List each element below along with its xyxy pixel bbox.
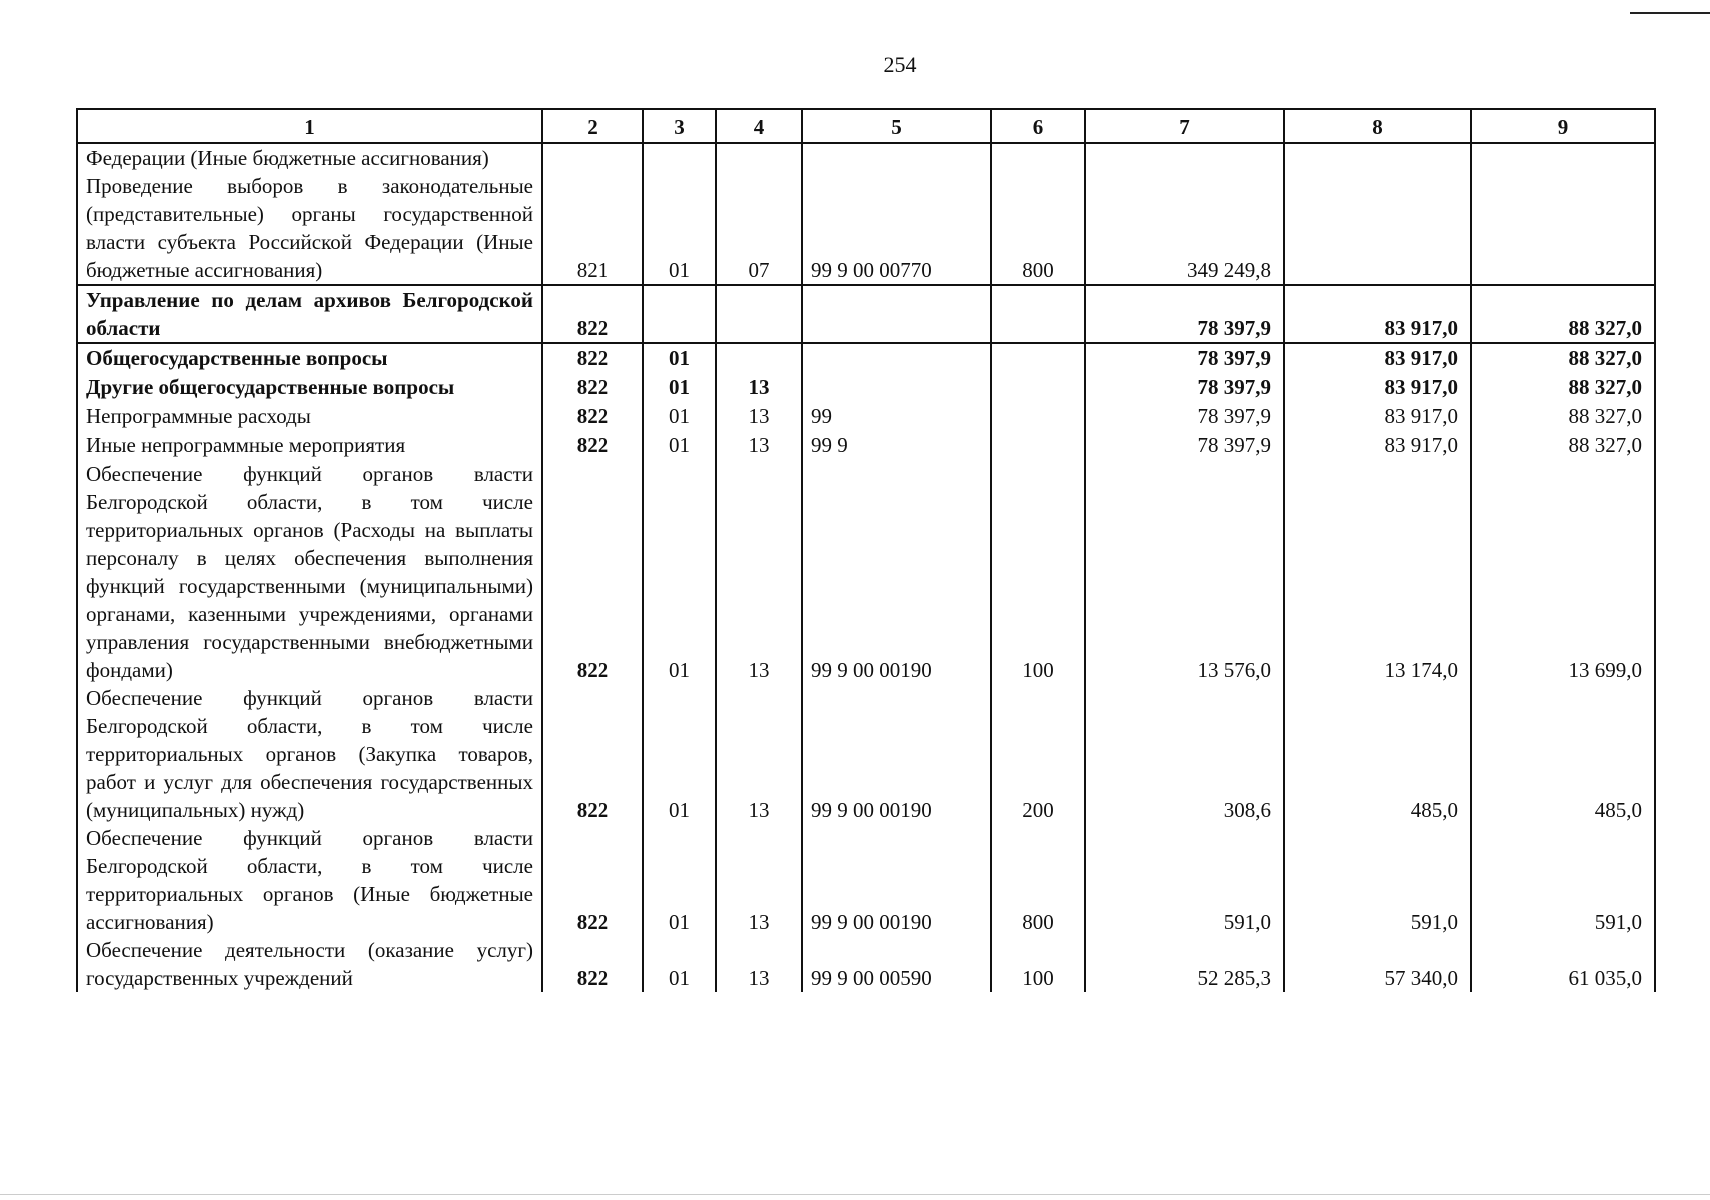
- cell-amount-col8: 591,0: [1284, 824, 1471, 936]
- row-description: Обеспечение деятельности (оказание услуг) государственных учреждений: [77, 936, 542, 992]
- row-description: Непрограммные расходы: [77, 402, 542, 431]
- cell-section: 01: [643, 402, 716, 431]
- cell-amount-col8: [1284, 143, 1471, 172]
- cell-amount-col7: 78 397,9: [1085, 402, 1284, 431]
- cell-amount-col9: 13 699,0: [1471, 460, 1655, 684]
- cell-target-article: 99 9: [802, 431, 991, 460]
- column-header: 2: [542, 109, 643, 143]
- cell-ministry-code: 821: [542, 172, 643, 285]
- cell-expense-type: [991, 285, 1085, 343]
- cell-amount-col8: 13 174,0: [1284, 460, 1471, 684]
- table-row: [77, 285, 1655, 343]
- cell-section: 01: [643, 684, 716, 824]
- cell-amount-col8: 83 917,0: [1284, 285, 1471, 343]
- cell-amount-col7: 78 397,9: [1085, 373, 1284, 402]
- row-description: Обеспечение функций органов власти Белгородской области, в том числе территориальных органов (Иные бюджетные ассигнования): [77, 824, 542, 936]
- page-number: 254: [883, 52, 917, 77]
- table-row: [77, 684, 1655, 824]
- cell-expense-type: [991, 431, 1085, 460]
- cell-ministry-code: 822: [542, 373, 643, 402]
- cell-ministry-code: 822: [542, 684, 643, 824]
- table-row: [77, 172, 1655, 285]
- cell-amount-col8: [1284, 172, 1471, 285]
- cell-expense-type: [991, 373, 1085, 402]
- cell-subsection: 13: [716, 373, 802, 402]
- cell-expense-type: 100: [991, 936, 1085, 992]
- cell-expense-type: 800: [991, 824, 1085, 936]
- cell-section: 01: [643, 824, 716, 936]
- cell-subsection: 13: [716, 824, 802, 936]
- column-header: 8: [1284, 109, 1471, 143]
- row-description: Другие общегосударственные вопросы: [77, 373, 542, 402]
- budget-table: [76, 108, 1656, 992]
- cell-subsection: 07: [716, 172, 802, 285]
- cell-expense-type: 100: [991, 460, 1085, 684]
- cell-target-article: [802, 285, 991, 343]
- column-header: 1: [77, 109, 542, 143]
- cell-target-article: 99 9 00 00190: [802, 824, 991, 936]
- cell-amount-col8: 83 917,0: [1284, 402, 1471, 431]
- cell-target-article: 99 9 00 00770: [802, 172, 991, 285]
- cell-amount-col7: 349 249,8: [1085, 172, 1284, 285]
- row-description: Обеспечение функций органов власти Белгородской области, в том числе территориальных органов (Расходы на выплаты персоналу в целях обеспечения выполнения функций государственными (муниципальными) органами, казенными учреждениями, органами управления государственными внебюджетными фондами): [77, 460, 542, 684]
- cell-ministry-code: 822: [542, 402, 643, 431]
- column-header: 3: [643, 109, 716, 143]
- cell-target-article: [802, 143, 991, 172]
- cell-section: 01: [643, 172, 716, 285]
- cell-target-article: 99 9 00 00590: [802, 936, 991, 992]
- cell-target-article: [802, 373, 991, 402]
- cell-ministry-code: 822: [542, 431, 643, 460]
- cell-ministry-code: 822: [542, 343, 643, 373]
- cell-amount-col7: 52 285,3: [1085, 936, 1284, 992]
- table-row: [77, 460, 1655, 684]
- cell-subsection: 13: [716, 431, 802, 460]
- table-row: [77, 143, 1655, 172]
- cell-amount-col8: 83 917,0: [1284, 431, 1471, 460]
- scan-bottom-edge: [0, 1194, 1710, 1195]
- cell-amount-col9: 88 327,0: [1471, 285, 1655, 343]
- cell-amount-col7: 308,6: [1085, 684, 1284, 824]
- table-row: [77, 402, 1655, 431]
- column-header: 5: [802, 109, 991, 143]
- cell-subsection: 13: [716, 460, 802, 684]
- row-description: Обеспечение функций органов власти Белгородской области, в том числе территориальных органов (Закупка товаров, работ и услуг для обеспечения государственных (муниципальных) нужд): [77, 684, 542, 824]
- cell-amount-col9: 485,0: [1471, 684, 1655, 824]
- cell-subsection: 13: [716, 402, 802, 431]
- cell-subsection: 13: [716, 936, 802, 992]
- column-header: 4: [716, 109, 802, 143]
- cell-expense-type: [991, 143, 1085, 172]
- cell-amount-col9: 88 327,0: [1471, 343, 1655, 373]
- cell-amount-col9: 88 327,0: [1471, 402, 1655, 431]
- cell-section: 01: [643, 343, 716, 373]
- cell-ministry-code: 822: [542, 936, 643, 992]
- cell-amount-col7: 591,0: [1085, 824, 1284, 936]
- cell-section: 01: [643, 373, 716, 402]
- column-header: 6: [991, 109, 1085, 143]
- cell-target-article: 99 9 00 00190: [802, 460, 991, 684]
- cell-expense-type: [991, 343, 1085, 373]
- cell-expense-type: 200: [991, 684, 1085, 824]
- cell-target-article: 99: [802, 402, 991, 431]
- cell-subsection: [716, 285, 802, 343]
- cell-amount-col8: 57 340,0: [1284, 936, 1471, 992]
- cell-ministry-code: 822: [542, 824, 643, 936]
- cell-ministry-code: [542, 143, 643, 172]
- row-description: Федерации (Иные бюджетные ассигнования): [77, 143, 542, 172]
- cell-amount-col9: 61 035,0: [1471, 936, 1655, 992]
- row-description: Управление по делам архивов Белгородской области: [77, 285, 542, 343]
- cell-section: 01: [643, 936, 716, 992]
- cell-section: [643, 143, 716, 172]
- table-row: [77, 936, 1655, 992]
- cell-amount-col8: 83 917,0: [1284, 343, 1471, 373]
- table-row: [77, 343, 1655, 373]
- row-description: Иные непрограммные мероприятия: [77, 431, 542, 460]
- cell-subsection: [716, 143, 802, 172]
- cell-amount-col7: 13 576,0: [1085, 460, 1284, 684]
- column-header: 7: [1085, 109, 1284, 143]
- cell-amount-col9: 591,0: [1471, 824, 1655, 936]
- cell-ministry-code: 822: [542, 285, 643, 343]
- table-row: [77, 824, 1655, 936]
- header-row: [77, 109, 1655, 143]
- cell-ministry-code: 822: [542, 460, 643, 684]
- cell-amount-col9: [1471, 172, 1655, 285]
- scan-edge-line: [1630, 12, 1710, 14]
- cell-amount-col8: 83 917,0: [1284, 373, 1471, 402]
- cell-expense-type: 800: [991, 172, 1085, 285]
- column-header: 9: [1471, 109, 1655, 143]
- cell-amount-col8: 485,0: [1284, 684, 1471, 824]
- row-description: Проведение выборов в законодательные (представительные) органы государственной власти субъекта Российской Федерации (Иные бюджетные ассигнования): [77, 172, 542, 285]
- cell-amount-col7: 78 397,9: [1085, 343, 1284, 373]
- row-description: Общегосударственные вопросы: [77, 343, 542, 373]
- cell-amount-col7: 78 397,9: [1085, 285, 1284, 343]
- cell-amount-col9: 88 327,0: [1471, 431, 1655, 460]
- table-row: [77, 373, 1655, 402]
- cell-subsection: [716, 343, 802, 373]
- cell-target-article: 99 9 00 00190: [802, 684, 991, 824]
- cell-section: [643, 285, 716, 343]
- cell-expense-type: [991, 402, 1085, 431]
- table-row: [77, 431, 1655, 460]
- cell-amount-col7: 78 397,9: [1085, 431, 1284, 460]
- cell-subsection: 13: [716, 684, 802, 824]
- cell-amount-col9: [1471, 143, 1655, 172]
- cell-section: 01: [643, 460, 716, 684]
- cell-amount-col7: [1085, 143, 1284, 172]
- cell-section: 01: [643, 431, 716, 460]
- cell-target-article: [802, 343, 991, 373]
- cell-amount-col9: 88 327,0: [1471, 373, 1655, 402]
